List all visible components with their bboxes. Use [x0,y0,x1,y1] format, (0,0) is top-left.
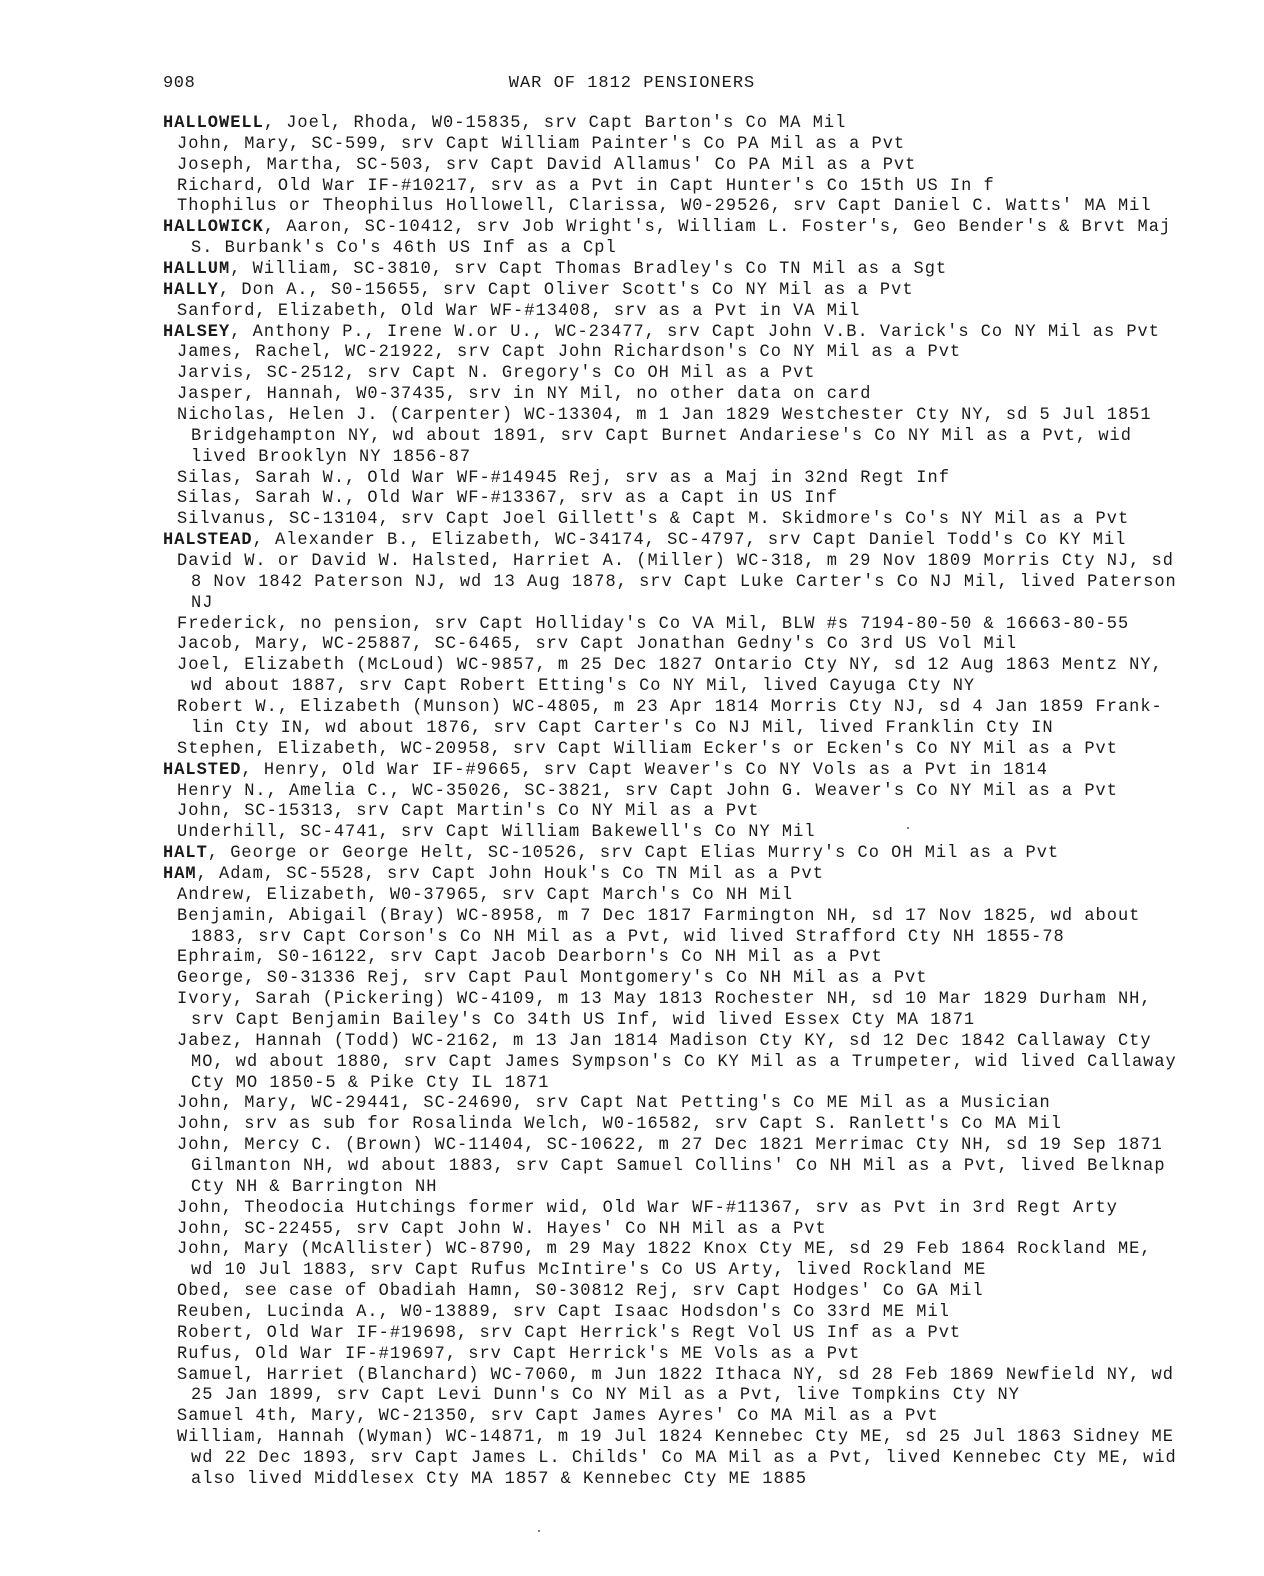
pensioner-list [163,114,1203,1491]
entry-text: , Joel, Rhoda, W0-15835, srv Capt Barton's Co MA Mil [263,113,847,134]
entry-line [163,1136,1203,1158]
entry-line [163,468,1203,490]
entry-text: 8 Nov 1842 Paterson NJ, wd 13 Aug 1878, srv Capt Luke Carter's Co NJ Mil, lived Paterson [191,572,1177,593]
entry-line [163,885,1203,907]
entry-line [163,802,1203,824]
entry-text: wd 22 Dec 1893, srv Capt James L. Childs' Co MA Mil as a Pvt, lived Kennebec Cty ME, wid [191,1448,1177,1469]
entry-continuation-line [163,1177,1203,1199]
entry-text: Henry N., Amelia C., WC-35026, SC-3821, srv Capt John G. Weaver's Co NY Mil as a Pvt [177,780,1118,801]
entry-text: wd 10 Jul 1883, srv Capt Rufus McIntire's Co US Arty, lived Rockland ME [191,1260,987,1281]
entry-continuation-line [163,1448,1203,1470]
entry-text: S. Burbank's Co's 46th US Inf as a Cpl [191,238,617,259]
entry-line [163,489,1203,511]
entry-text: Gilmanton NH, wd about 1883, srv Capt Samuel Collins' Co NH Mil as a Pvt, lived Belknap [191,1156,1166,1177]
surname-heading: HALT [163,843,208,864]
entry-continuation-line [163,1052,1203,1074]
entry-text: Ivory, Sarah (Pickering) WC-4109, m 13 May 1813 Rochester NH, sd 10 Mar 1829 Durham NH, [177,989,1152,1010]
entry-line [163,1407,1203,1429]
entry-line [163,1282,1203,1304]
running-head: WAR OF 1812 PENSIONERS [508,74,756,93]
entry-text: Cty MO 1850-5 & Pike Cty IL 1871 [191,1073,550,1093]
entry-text: James, Rachel, WC-21922, srv Capt John Richardson's Co NY Mil as a Pvt [177,342,962,363]
surname-heading: HALSTED [163,760,242,781]
entry-text: , Don A., S0-15655, srv Capt Oliver Scott's Co NY Mil as a Pvt [219,280,914,301]
entry-line [163,343,1203,365]
entry-text: Jacob, Mary, WC-25887, SC-6465, srv Capt Jonathan Gedny's Co 3rd US Vol Mil [177,634,1018,655]
entry-head-line [163,864,1203,886]
entry-text: John, Theodocia Hutchings former wid, Old War WF-#11367, srv as Pvt in 3rd Regt Arty [177,1198,1118,1219]
entry-continuation-line [163,239,1203,261]
entry-text: Reuben, Lucinda A., W0-13889, srv Capt Isaac Hodsdon's Co 33rd ME Mil [177,1302,950,1323]
entry-line [163,1365,1203,1387]
entry-text: , Aaron, SC-10412, srv Job Wright's, William L. Foster's, Geo Bender's & Brvt Maj [263,217,1172,238]
entry-head-line [163,280,1203,302]
entry-continuation-line [163,426,1203,448]
entry-line [163,1219,1203,1241]
entry-line [163,1240,1203,1262]
entry-line [163,906,1203,928]
entry-text: Silas, Sarah W., Old War WF-#13367, srv as a Capt in US Inf [177,488,838,509]
entry-line [163,1115,1203,1137]
surname-heading: HALSTEAD [163,530,253,551]
entry-head-line [163,218,1203,240]
surname-heading: HALSEY [163,322,231,343]
entry-line [163,781,1203,803]
entry-text: , George or George Helt, SC-10526, srv Capt Elias Murry's Co OH Mil as a Pvt [207,843,1060,864]
entry-line [163,635,1203,657]
entry-text: lived Brooklyn NY 1856-87 [191,447,472,468]
entry-line [163,134,1203,156]
entry-text: Jarvis, SC-2512, srv Capt N. Gregory's Co OH Mil as a Pvt [177,363,816,384]
page-number: 908 [163,74,196,93]
entry-continuation-line [163,593,1203,615]
entry-line [163,1031,1203,1053]
entry-text: George, S0-31336 Rej, srv Capt Paul Montgomery's Co NH Mil as a Pvt [177,968,928,989]
entry-text: Ephraim, S0-16122, srv Capt Jacob Dearborn's Co NH Mil as a Pvt [177,947,883,968]
entry-text: NJ [191,593,214,614]
entry-text: Silas, Sarah W., Old War WF-#14945 Rej, srv as a Maj in 32nd Regt Inf [177,468,950,489]
entry-text: , Anthony P., Irene W.or U., WC-23477, srv Capt John V.B. Varick's Co NY Mil as Pvt [230,322,1160,343]
entry-continuation-line [163,1073,1203,1095]
entry-continuation-line [163,1010,1203,1032]
entry-text: Thophilus or Theophilus Hollowell, Clarissa, W0-29526, srv Capt Daniel C. Watts' MA Mil [177,196,1152,217]
entry-text: John, Mary (McAllister) WC-8790, m 29 May 1822 Knox Cty ME, sd 29 Feb 1864 Rockland ME, [177,1239,1152,1260]
entry-text: Silvanus, SC-13104, srv Capt Joel Gillett's & Capt M. Skidmore's Co's NY Mil as a Pvt [177,509,1130,530]
entry-text: wd about 1887, srv Capt Robert Etting's Co NY Mil, lived Cayuga Cty NY [191,676,976,697]
entry-text: 1883, srv Capt Corson's Co NH Mil as a Pvt, wid lived Strafford Cty NH 1855-78 [191,926,1065,947]
entry-text: Frederick, no pension, srv Capt Holliday's Co VA Mil, BLW #s 7194-80-50 & 16663-80-55 [177,614,1130,635]
entry-text: , Alexander B., Elizabeth, WC-34174, SC-4797, srv Capt Daniel Todd's Co KY Mil [252,530,1127,551]
entry-line [163,614,1203,636]
entry-text: Bridgehampton NY, wd about 1891, srv Capt Burnet Andariese's Co NY Mil as a Pvt, wid [191,426,1132,447]
entry-text: Samuel 4th, Mary, WC-21350, srv Capt James Ayres' Co MA Mil as a Pvt [177,1406,939,1427]
entry-line [163,1344,1203,1366]
entry-line [163,197,1203,219]
entry-line [163,948,1203,970]
entry-continuation-line [163,718,1203,740]
entry-text: Samuel, Harriet (Blanchard) WC-7060, m Jun 1822 Ithaca NY, sd 28 Feb 1869 Newfield NY, wd [177,1365,1174,1385]
entry-line [163,552,1203,574]
entry-continuation-line [163,927,1203,949]
entry-line [163,364,1203,386]
entry-text: John, Mercy C. (Brown) WC-11404, SC-10622, m 27 Dec 1821 Merrimac Cty NH, sd 19 Sep 1871 [177,1135,1163,1156]
entry-text: Joel, Elizabeth (McLoud) WC-9857, m 25 Dec 1827 Ontario Cty NY, sd 12 Aug 1863 Mentz NY, [177,655,1163,676]
entry-line [163,990,1203,1012]
scan-speck [907,827,909,829]
entry-text: , Henry, Old War IF-#9665, srv Capt Weaver's Co NY Vols as a Pvt in 1814 [241,760,1048,781]
entry-text: John, SC-22455, srv Capt John W. Hayes' Co NH Mil as a Pvt [177,1219,827,1239]
entry-continuation-line [163,1469,1203,1491]
entry-line [163,510,1203,532]
entry-text: Rufus, Old War IF-#19697, srv Capt Herrick's ME Vols as a Pvt [177,1344,861,1365]
entry-continuation-line [163,1386,1203,1408]
entry-line [163,1428,1203,1450]
entry-text: John, Mary, WC-29441, SC-24690, srv Capt Nat Petting's Co ME Mil as a Musician [177,1093,1051,1114]
entry-text: Cty NH & Barrington NH [191,1177,438,1198]
entry-line [163,385,1203,407]
entry-text: John, Mary, SC-599, srv Capt William Painter's Co PA Mil as a Pvt [177,134,906,155]
surname-heading: HAM [163,864,197,885]
entry-text: Underhill, SC-4741, srv Capt William Bakewell's Co NY Mil [177,822,816,843]
entry-line [163,969,1203,991]
entry-text: Stephen, Elizabeth, WC-20958, srv Capt William Ecker's or Ecken's Co NY Mil as a Pvt [177,739,1118,760]
entry-line [163,1094,1203,1116]
entry-text: Obed, see case of Obadiah Hamn, S0-30812 Rej, srv Capt Hodges' Co GA Mil [177,1281,984,1302]
entry-text: , William, SC-3810, srv Capt Thomas Bradley's Co TN Mil as a Sgt [230,259,948,280]
entry-line [163,1302,1203,1324]
entry-text: Sanford, Elizabeth, Old War WF-#13408, srv as a Pvt in VA Mil [177,301,861,322]
entry-text: Jabez, Hannah (Todd) WC-2162, m 13 Jan 1814 Madison Cty KY, sd 12 Dec 1842 Callaway Cty [177,1031,1152,1052]
entry-line [163,406,1203,428]
entry-line [163,656,1203,678]
entry-text: lin Cty IN, wd about 1876, srv Capt Carter's Co NJ Mil, lived Franklin Cty IN [191,718,1054,739]
entry-line [163,1198,1203,1220]
entry-line [163,155,1203,177]
entry-head-line [163,113,1203,135]
entry-line [163,1323,1203,1345]
entry-line [163,301,1203,323]
scan-speck [538,1530,540,1532]
entry-head-line [163,531,1203,553]
entry-line [163,739,1203,761]
entry-head-line [163,844,1203,866]
surname-heading: HALLUM [163,259,231,280]
entry-head-line [163,259,1203,281]
entry-continuation-line [163,677,1203,699]
entry-line [163,176,1203,198]
entry-text: Benjamin, Abigail (Bray) WC-8958, m 7 Dec 1817 Farmington NH, sd 17 Nov 1825, wd about [177,906,1141,927]
entry-text: Robert W., Elizabeth (Munson) WC-4805, m 23 Apr 1814 Morris Cty NJ, sd 4 Jan 1859 Frank- [177,697,1163,718]
entry-text: William, Hannah (Wyman) WC-14871, m 19 Jul 1824 Kennebec Cty ME, sd 25 Jul 1863 Sidney ME [177,1427,1174,1448]
entry-text: David W. or David W. Halsted, Harriet A. (Miller) WC-318, m 29 Nov 1809 Morris Cty NJ, sd [177,551,1174,572]
entry-text: MO, wd about 1880, srv Capt James Sympson's Co KY Mil as a Trumpeter, wid lived Callaway [191,1052,1177,1073]
entry-text: Andrew, Elizabeth, W0-37965, srv Capt March's Co NH Mil [177,885,794,906]
entry-text: Nicholas, Helen J. (Carpenter) WC-13304, m 1 Jan 1829 Westchester Cty NY, sd 5 Jul 1851 [177,405,1152,426]
entry-text: Jasper, Hannah, W0-37435, srv in NY Mil, no other data on card [177,384,872,405]
entry-text: John, SC-15313, srv Capt Martin's Co NY Mil as a Pvt [177,801,760,822]
entry-text: John, srv as sub for Rosalinda Welch, W0-16582, srv Capt S. Ranlett's Co MA Mil [177,1114,1062,1135]
entry-head-line [163,322,1203,344]
entry-continuation-line [163,1261,1203,1283]
entry-text: also lived Middlesex Cty MA 1857 & Kennebec Cty ME 1885 [191,1469,808,1490]
surname-heading: HALLOWELL [163,113,264,134]
entry-continuation-line [163,447,1203,469]
entry-continuation-line [163,572,1203,594]
entry-text: Robert, Old War IF-#19698, srv Capt Herrick's Regt Vol US Inf as a Pvt [177,1323,962,1344]
entry-text: Richard, Old War IF-#10217, srv as a Pvt in Capt Hunter's Co 15th US In f [177,176,995,197]
surname-heading: HALLOWICK [163,217,264,238]
entry-line [163,698,1203,720]
surname-heading: HALLY [163,280,220,301]
entry-line [163,823,1203,845]
entry-text: , Adam, SC-5528, srv Capt John Houk's Co TN Mil as a Pvt [196,864,824,885]
entry-head-line [163,760,1203,782]
entry-text: Joseph, Martha, SC-503, srv Capt David Allamus' Co PA Mil as a Pvt [177,155,917,176]
entry-text: srv Capt Benjamin Bailey's Co 34th US Inf, wid lived Essex Cty MA 1871 [191,1010,976,1031]
entry-text: 25 Jan 1899, srv Capt Levi Dunn's Co NY Mil as a Pvt, live Tompkins Cty NY [191,1385,1020,1406]
entry-continuation-line [163,1156,1203,1178]
